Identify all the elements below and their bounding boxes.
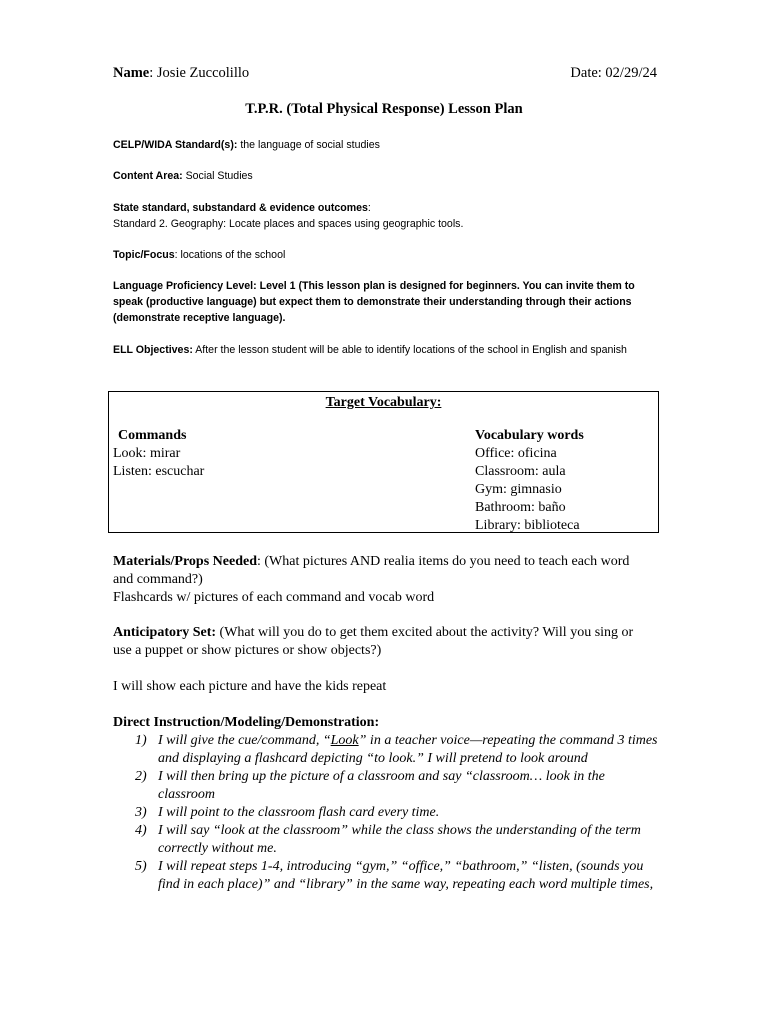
- materials-question: : (What pictures AND realia items do you need to teach each word and command?): [113, 554, 630, 587]
- vocabulary-words-column: [475, 427, 584, 535]
- direct-instruction-steps: [113, 732, 658, 894]
- language-level-label: Language Proficiency Level:: [113, 280, 257, 292]
- step-text-part: I will give the cue/command, “: [158, 733, 331, 748]
- target-vocabulary-box: [108, 391, 659, 533]
- date-line: Date: 02/29/24: [570, 65, 657, 81]
- step-text-part: ” in a teacher voice—repeating the command 3 times and displaying a flashcard depicting “to look.” I will pretend to look around: [158, 733, 658, 766]
- state-standard-colon: :: [367, 202, 371, 214]
- vocab-word-item: Office: oficina: [475, 446, 557, 461]
- name-label: Name: [113, 65, 150, 81]
- state-standard-label: State standard, substandard & evidence outcomes: [113, 202, 368, 214]
- content-area-label: Content Area:: [113, 170, 183, 182]
- vocab-word-item: Gym: gimnasio: [475, 482, 562, 497]
- topic-label: Topic/Focus: [113, 249, 175, 261]
- commands-column: [113, 427, 204, 481]
- instruction-step: [113, 768, 658, 804]
- anticipatory-question: (What will you do to get them excited about the activity? Will you sing or use a puppet or show pictures or show objects?): [113, 625, 634, 658]
- name-line: [113, 65, 249, 82]
- instruction-step: [113, 804, 658, 822]
- step-text: I will say “look at the classroom” while the class shows the understanding of the term correctly without me.: [158, 823, 641, 856]
- anticipatory-label: Anticipatory Set:: [113, 625, 217, 640]
- step-number: 5): [135, 859, 147, 874]
- instruction-step: [113, 732, 658, 768]
- materials-label: Materials/Props Needed: [113, 554, 257, 569]
- content-area: [113, 168, 658, 184]
- celp-value: the language of social studies: [237, 139, 380, 151]
- step-text: I will point to the classroom flash card every time.: [158, 805, 440, 820]
- vocab-words-heading: Vocabulary words: [475, 428, 584, 443]
- step-number: 3): [135, 805, 147, 820]
- vocab-title: Target Vocabulary:: [325, 395, 442, 410]
- ell-value: After the lesson student will be able to identify locations of the school in English and spanish: [192, 344, 627, 356]
- vocab-word-item: Classroom: aula: [475, 464, 566, 479]
- state-standard-line: Standard 2. Geography: Locate places and spaces using geographic tools.: [113, 218, 464, 230]
- vocab-word-item: Bathroom: baño: [475, 500, 566, 515]
- ell-objectives: [113, 342, 638, 358]
- header-row: [113, 65, 657, 85]
- step-text: I will repeat steps 1-4, introducing “gym,” “office,” “bathroom,” “listen, (sounds you find in each place)” and “library” in the same way, repeating each word multiple times,: [158, 859, 654, 892]
- step-number: 2): [135, 769, 147, 784]
- topic-value: : locations of the school: [174, 249, 286, 261]
- vocab-word-item: Library: biblioteca: [475, 518, 580, 533]
- step-number: 4): [135, 823, 147, 838]
- celp-standard: [113, 137, 658, 153]
- language-proficiency: [113, 278, 653, 326]
- materials-section: [113, 553, 643, 607]
- instruction-step: [113, 858, 658, 894]
- instruction-step: [113, 822, 658, 858]
- celp-label: CELP/WIDA Standard(s):: [113, 139, 238, 151]
- step-number: 1): [135, 733, 147, 748]
- anticipatory-set-section: [113, 624, 638, 660]
- document-title: T.P.R. (Total Physical Response) Lesson Plan: [245, 101, 523, 117]
- command-item: Listen: escuchar: [113, 464, 205, 479]
- commands-heading: Commands: [118, 428, 187, 443]
- anticipatory-answer: I will show each picture and have the kids repeat: [113, 679, 387, 694]
- command-item: Look: mirar: [113, 446, 181, 461]
- name-value: : Josie Zuccolillo: [149, 65, 250, 81]
- direct-instruction-heading: Direct Instruction/Modeling/Demonstration:: [113, 715, 380, 730]
- ell-label: ELL Objectives:: [113, 344, 193, 356]
- content-area-value: Social Studies: [182, 170, 253, 182]
- state-standard: [113, 200, 658, 232]
- step-text: I will then bring up the picture of a classroom and say “classroom… look in the classroom: [158, 769, 605, 802]
- topic-focus: [113, 247, 658, 263]
- materials-answer: Flashcards w/ pictures of each command and vocab word: [113, 590, 435, 605]
- step-look-word: Look: [330, 733, 359, 748]
- language-level-value: Level 1 (This lesson plan is designed for beginners. You can invite them to speak (productive language) but expect them to demonstrate their understanding through their actions (demonstrate receptive language).: [113, 280, 635, 324]
